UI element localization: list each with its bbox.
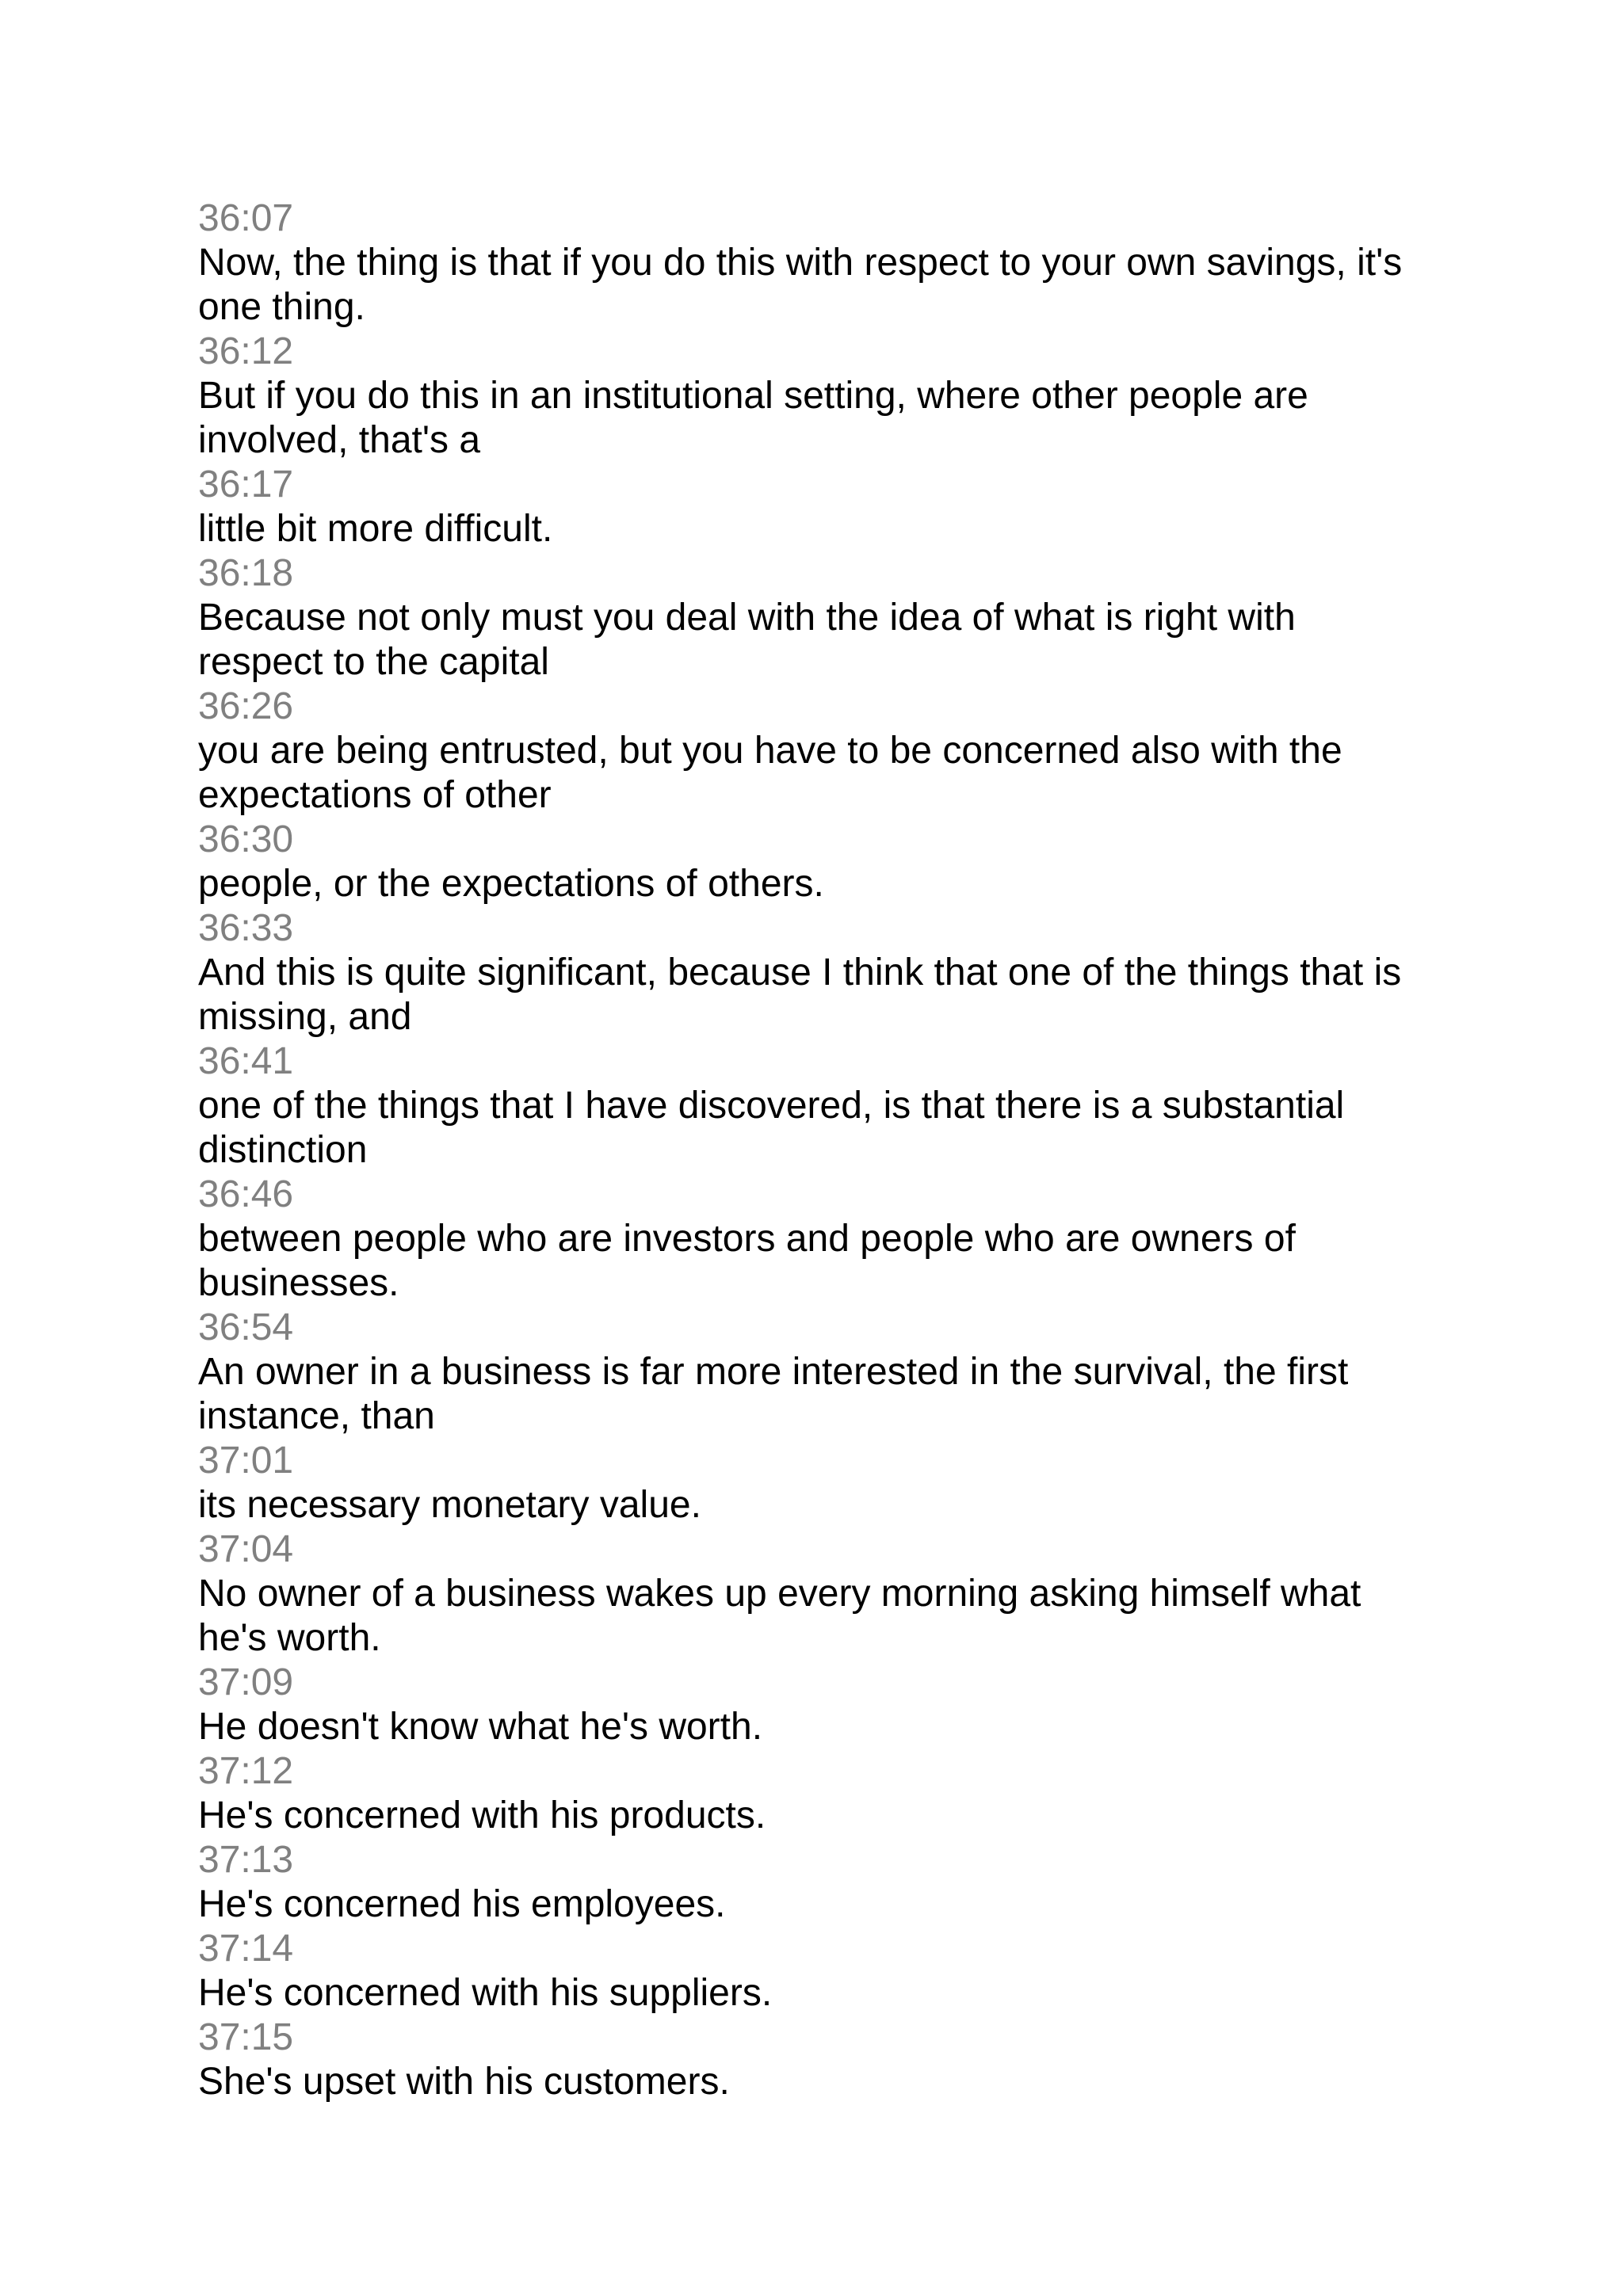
timestamp: 37:04 bbox=[198, 1528, 294, 1570]
timestamp: 36:26 bbox=[198, 685, 294, 727]
transcript-entry bbox=[198, 1173, 1434, 1306]
timestamp: 37:09 bbox=[198, 1661, 294, 1703]
transcript-text: And this is quite significant, because I think that one of the things that is missing, and bbox=[198, 952, 1402, 1038]
transcript-text: you are being entrusted, but you have to be concerned also with the expectations of other bbox=[198, 730, 1342, 816]
timestamp: 36:17 bbox=[198, 463, 294, 505]
transcript-entry bbox=[198, 818, 1434, 906]
timestamp: 36:46 bbox=[198, 1173, 294, 1215]
timestamp: 37:12 bbox=[198, 1750, 294, 1792]
transcript-text: He doesn't know what he's worth. bbox=[198, 1706, 763, 1748]
transcript-entry bbox=[198, 1838, 1434, 1927]
transcript-entry bbox=[198, 1661, 1434, 1749]
transcript-entry bbox=[198, 1039, 1434, 1173]
transcript-text: Because not only must you deal with the idea of what is right with respect to the capital bbox=[198, 597, 1296, 683]
timestamp: 36:30 bbox=[198, 818, 294, 860]
transcript-entry bbox=[198, 2016, 1434, 2104]
timestamp: 37:14 bbox=[198, 1928, 294, 1970]
transcript-entry bbox=[198, 685, 1434, 818]
transcript-text: But if you do this in an institutional setting, where other people are involved, that's a bbox=[198, 375, 1308, 461]
transcript-page bbox=[198, 196, 1434, 2104]
timestamp: 36:07 bbox=[198, 197, 294, 239]
transcript-entry bbox=[198, 330, 1434, 463]
transcript-text: He's concerned his employees. bbox=[198, 1883, 726, 1925]
transcript-text: He's concerned with his suppliers. bbox=[198, 1972, 773, 2014]
timestamp: 37:13 bbox=[198, 1839, 294, 1881]
transcript-entry bbox=[198, 1306, 1434, 1439]
transcript-entry bbox=[198, 1927, 1434, 2016]
transcript-entry bbox=[198, 551, 1434, 685]
transcript-text: little bit more difficult. bbox=[198, 508, 553, 550]
transcript-text: No owner of a business wakes up every morning asking himself what he's worth. bbox=[198, 1573, 1361, 1659]
timestamp: 36:18 bbox=[198, 552, 294, 594]
transcript-entry bbox=[198, 1439, 1434, 1527]
transcript-entry bbox=[198, 1749, 1434, 1838]
timestamp: 36:33 bbox=[198, 907, 294, 949]
timestamp: 36:41 bbox=[198, 1040, 294, 1082]
timestamp: 36:54 bbox=[198, 1306, 294, 1348]
transcript-text: its necessary monetary value. bbox=[198, 1484, 701, 1526]
transcript-text: people, or the expectations of others. bbox=[198, 863, 824, 905]
transcript-entry bbox=[198, 906, 1434, 1039]
transcript-text: An owner in a business is far more interested in the survival, the first instance, than bbox=[198, 1351, 1349, 1437]
transcript-text: one of the things that I have discovered, is that there is a substantial distinction bbox=[198, 1085, 1345, 1171]
transcript-text: between people who are investors and people who are owners of businesses. bbox=[198, 1218, 1296, 1304]
transcript-entry bbox=[198, 196, 1434, 330]
transcript-text: Now, the thing is that if you do this with respect to your own savings, it's one thing. bbox=[198, 242, 1403, 328]
timestamp: 37:15 bbox=[198, 2016, 294, 2058]
transcript-text: He's concerned with his products. bbox=[198, 1794, 766, 1836]
transcript-entry bbox=[198, 1527, 1434, 1661]
timestamp: 37:01 bbox=[198, 1440, 294, 1482]
transcript-text: She's upset with his customers. bbox=[198, 2061, 730, 2103]
timestamp: 36:12 bbox=[198, 330, 294, 372]
transcript-entry bbox=[198, 463, 1434, 551]
